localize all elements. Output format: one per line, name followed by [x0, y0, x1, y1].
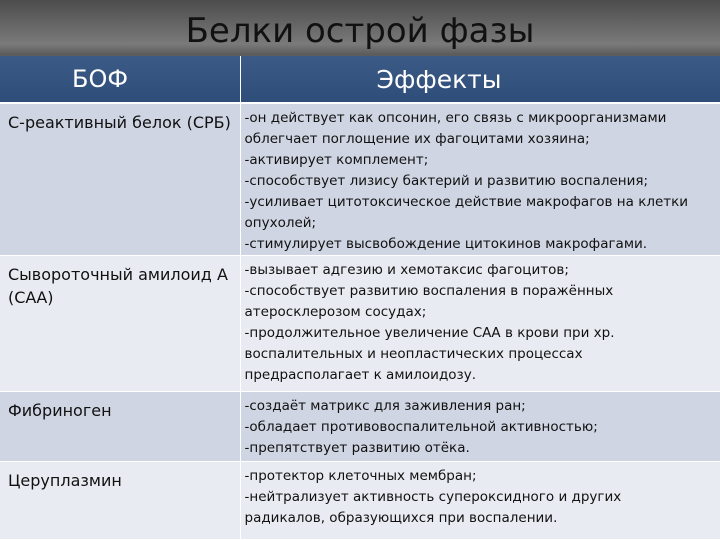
effect-line: -нейтрализует активность супероксидного и других — [244, 489, 622, 505]
effect-line: -он действует как опсонин, его связь с микроорганизмами — [244, 110, 667, 126]
table-header-row — [0, 56, 720, 103]
protein-effects — [240, 256, 720, 392]
effect-line: -вызывает адгезию и хемотаксис фагоцитов; — [244, 262, 569, 278]
protein-name: С-реактивный белок (СРБ) — [0, 103, 240, 256]
effect-line: -способствует лизису бактерий и развитию воспаления; — [244, 173, 649, 189]
table-row — [0, 256, 720, 392]
effect-line: -усиливает цитотоксическое действие макрофагов на клетки — [244, 194, 689, 210]
header-effects: Эффекты — [240, 56, 720, 103]
table-row — [0, 103, 720, 256]
effect-line: атеросклерозом сосудах; — [244, 304, 427, 320]
effect-line: -продолжительное увеличение САА в крови при хр. — [244, 325, 615, 341]
effect-line: -способствует развитию воспаления в поражённых — [244, 283, 614, 299]
effect-line: -создаёт матрикс для заживления ран; — [244, 398, 526, 414]
effect-line: облегчает поглощение их фагоцитами хозяина; — [244, 131, 590, 147]
protein-name: Сывороточный амилоид А (САА) — [0, 256, 240, 392]
effect-line: воспалительных и неопластических процессах — [244, 346, 583, 362]
effect-line: -стимулирует высвобождение цитокинов макрофагами. — [244, 236, 648, 252]
protein-effects — [240, 462, 720, 540]
effect-line: радикалов, образующихся при воспалении. — [244, 510, 558, 526]
header-protein: БОФ — [0, 56, 240, 103]
effect-line: опухолей; — [244, 215, 317, 231]
table-row — [0, 392, 720, 462]
protein-effects — [240, 392, 720, 462]
effect-line: предрасполагает к амилоидозу. — [244, 367, 477, 383]
protein-name: Фибриноген — [0, 392, 240, 462]
effect-line: -обладает противовоспалительной активностью; — [244, 419, 598, 435]
protein-name: Церуплазмин — [0, 462, 240, 540]
protein-effects — [240, 103, 720, 256]
effect-line: -препятствует развитию отёка. — [244, 440, 470, 456]
effect-line: -протектор клеточных мембран; — [244, 468, 477, 484]
acute-phase-proteins-table — [0, 56, 720, 540]
effect-line: -активирует комплемент; — [244, 152, 429, 168]
table-row — [0, 462, 720, 540]
slide-title: Белки острой фазы — [185, 11, 535, 51]
